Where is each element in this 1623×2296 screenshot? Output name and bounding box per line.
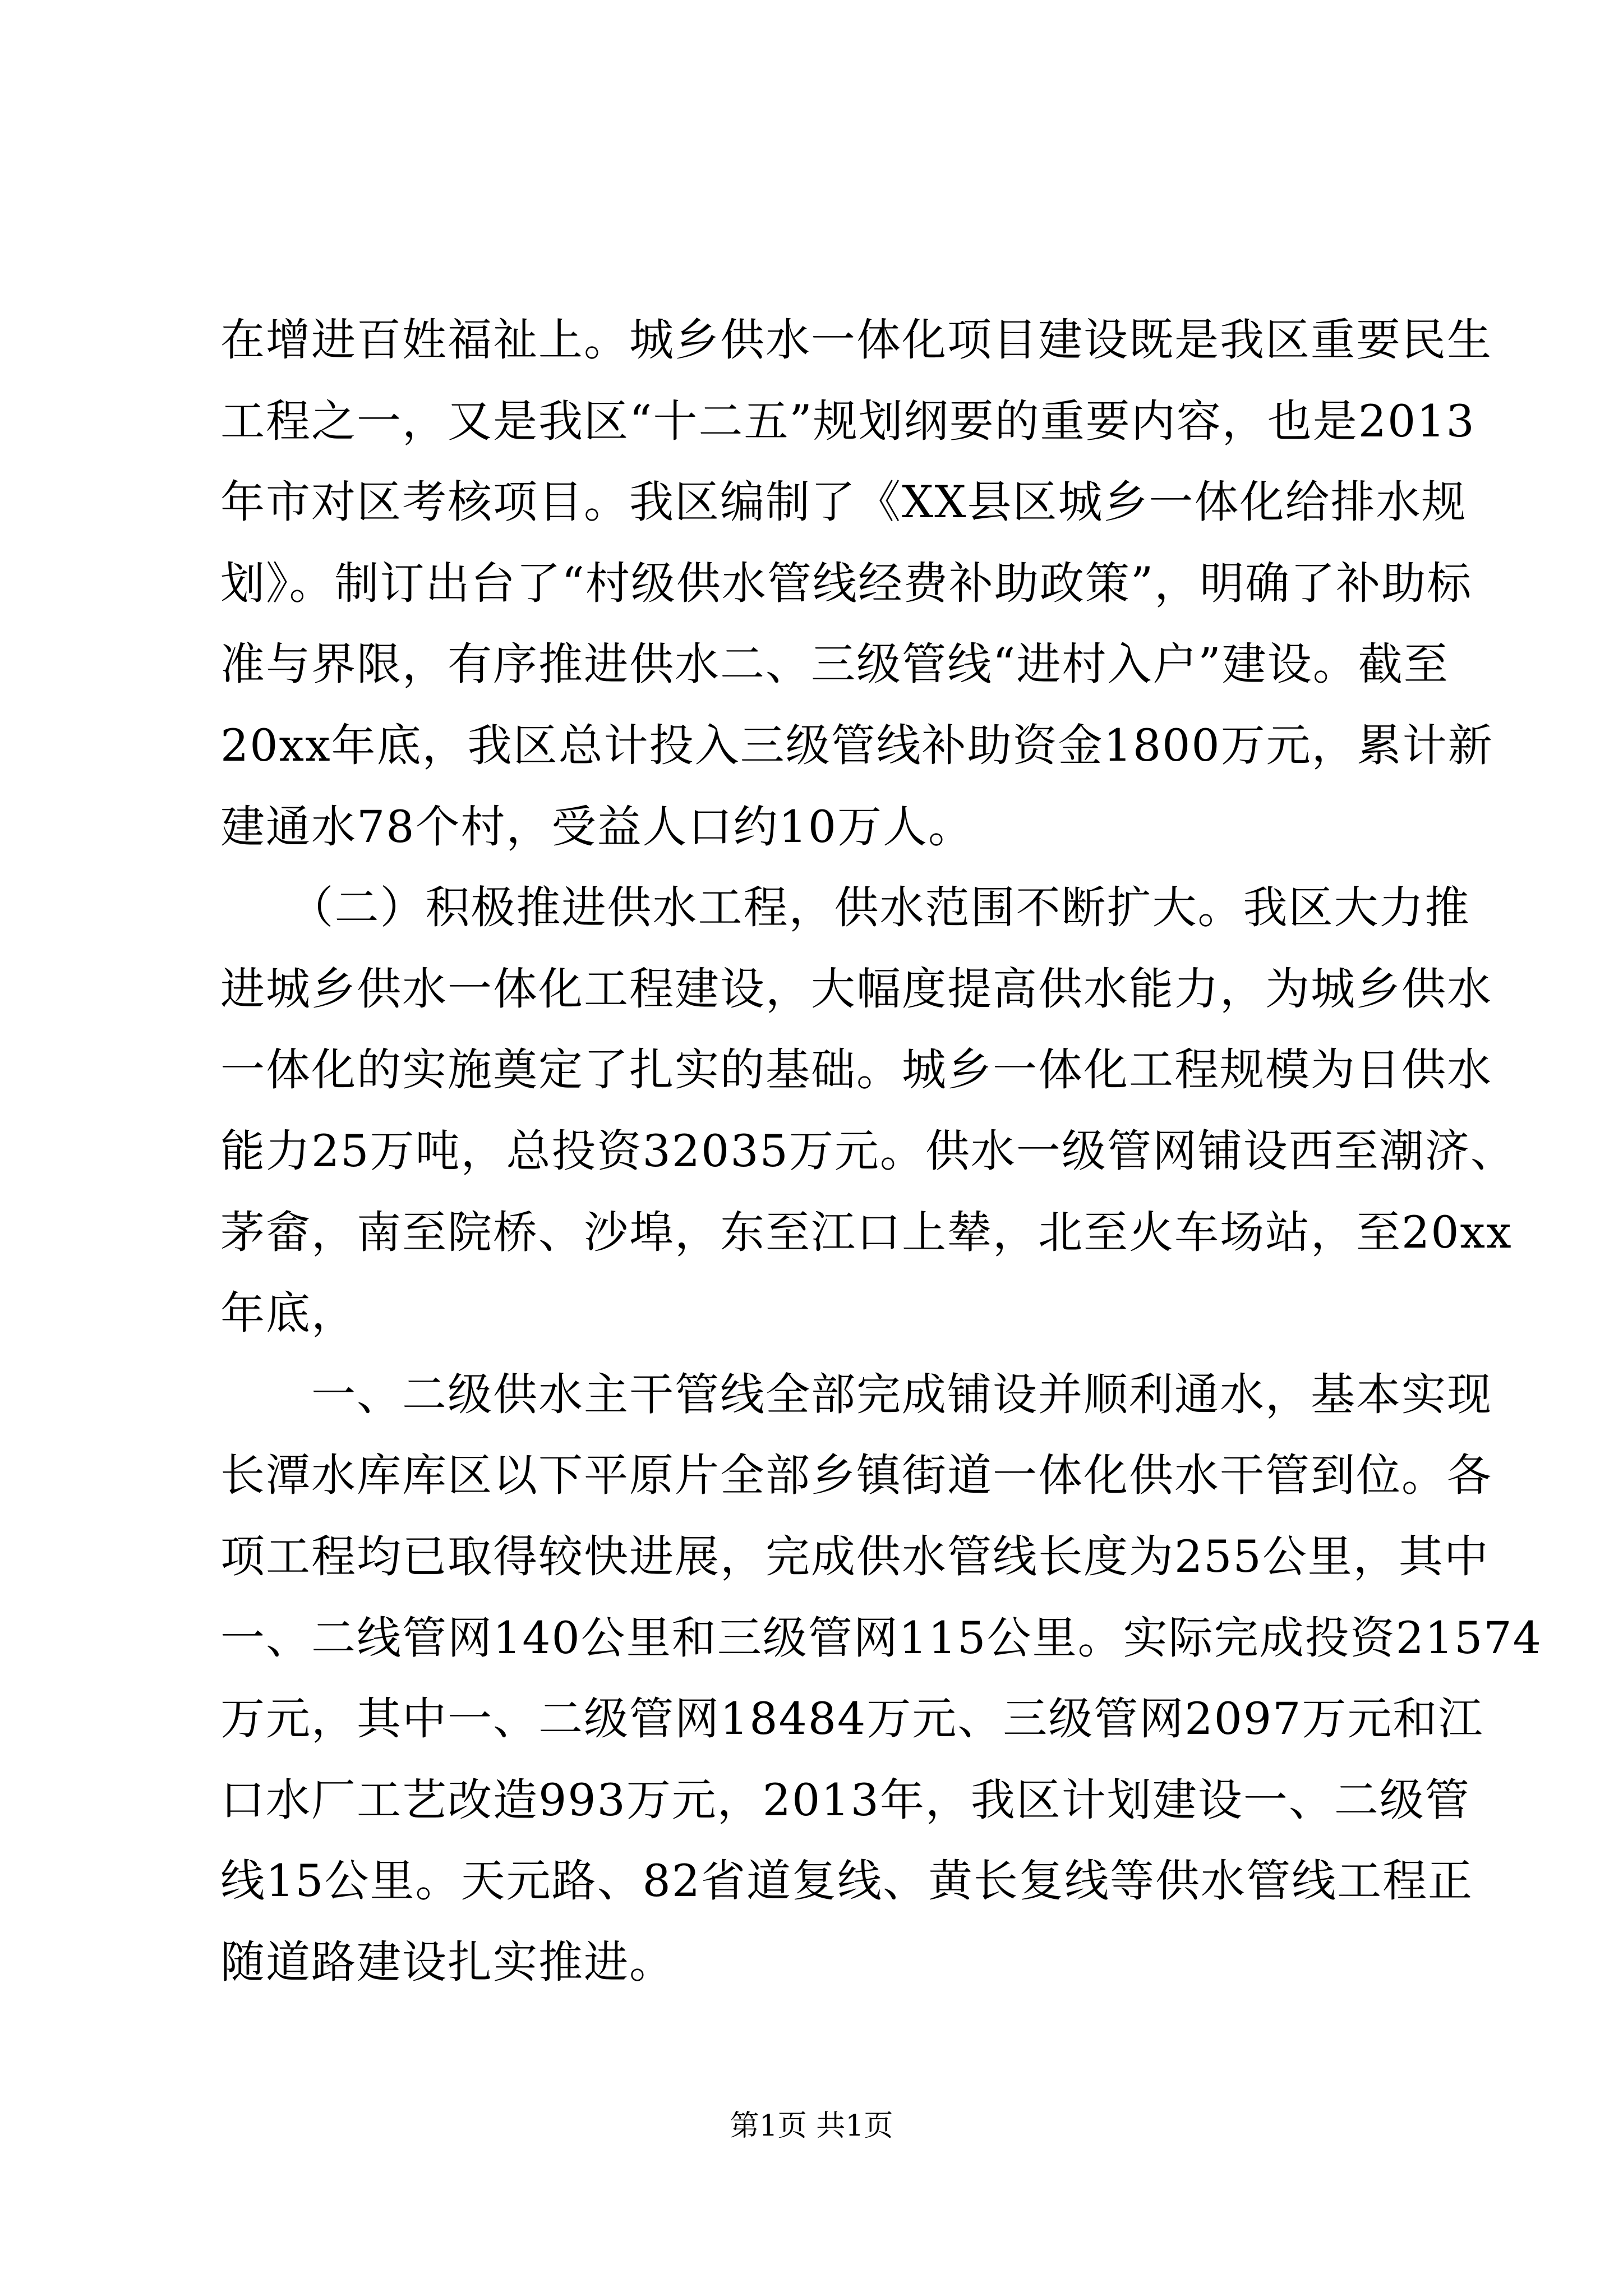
- text-line: 在增进百姓福祉上。城乡供水一体化项目建设既是我区重要民生: [220, 314, 1492, 366]
- text-line: 一体化的实施奠定了扎实的基础。城乡一体化工程规模为日供水: [220, 1044, 1492, 1096]
- text-line: （二）积极推进供水工程，供水范围不断扩大。我区大力推: [220, 882, 1470, 934]
- text-line: 划》。制订出台了“村级供水管线经费补助政策”，明确了补助标: [220, 557, 1473, 609]
- text-line: 20xx年底，我区总计投入三级管线补助资金1800万元，累计新: [220, 719, 1493, 771]
- text-line: 长潭水库库区以下平原片全部乡镇街道一体化供水干管到位。各: [220, 1450, 1492, 1502]
- text-line: 进城乡供水一体化工程建设，大幅度提高供水能力，为城乡供水: [220, 963, 1492, 1015]
- text-line: 万元，其中一、二级管网18484万元、三级管网2097万元和江: [220, 1693, 1484, 1745]
- text-line: 工程之一，又是我区“十二五”规划纲要的重要内容，也是2013: [220, 395, 1476, 447]
- text-line: 一、二线管网140公里和三级管网115公里。实际完成投资21574: [220, 1612, 1542, 1664]
- document-body: [220, 300, 1542, 2003]
- text-line: 口水厂工艺改造993万元，2013年，我区计划建设一、二级管: [220, 1774, 1470, 1826]
- text-line: 项工程均已取得较快进展，完成供水管线长度为255公里，其中: [220, 1530, 1490, 1582]
- text-line: 茅畲，南至院桥、沙埠，东至江口上辇，北至火车场站，至20xx: [220, 1206, 1513, 1258]
- text-line: 一、二级供水主干管线全部完成铺设并顺利通水，基本实现: [220, 1368, 1492, 1420]
- text-line: 能力25万吨，总投资32035万元。供水一级管网铺设西至潮济、: [220, 1125, 1516, 1177]
- text-line: 随道路建设扎实推进。: [220, 1936, 675, 1988]
- text-line: 准与界限，有序推进供水二、三级管线“进村入户”建设。截至: [220, 638, 1449, 691]
- text-line: 建通水78个村，受益人口约10万人。: [220, 800, 974, 853]
- page-footer: 第1页 共1页: [730, 2109, 893, 2143]
- text-line: 年底，: [220, 1287, 357, 1340]
- text-line: 线15公里。天元路、82省道复线、黄长复线等供水管线工程正: [220, 1855, 1474, 1907]
- text-line: 年市对区考核项目。我区编制了《XX县区城乡一体化给排水规: [220, 476, 1467, 528]
